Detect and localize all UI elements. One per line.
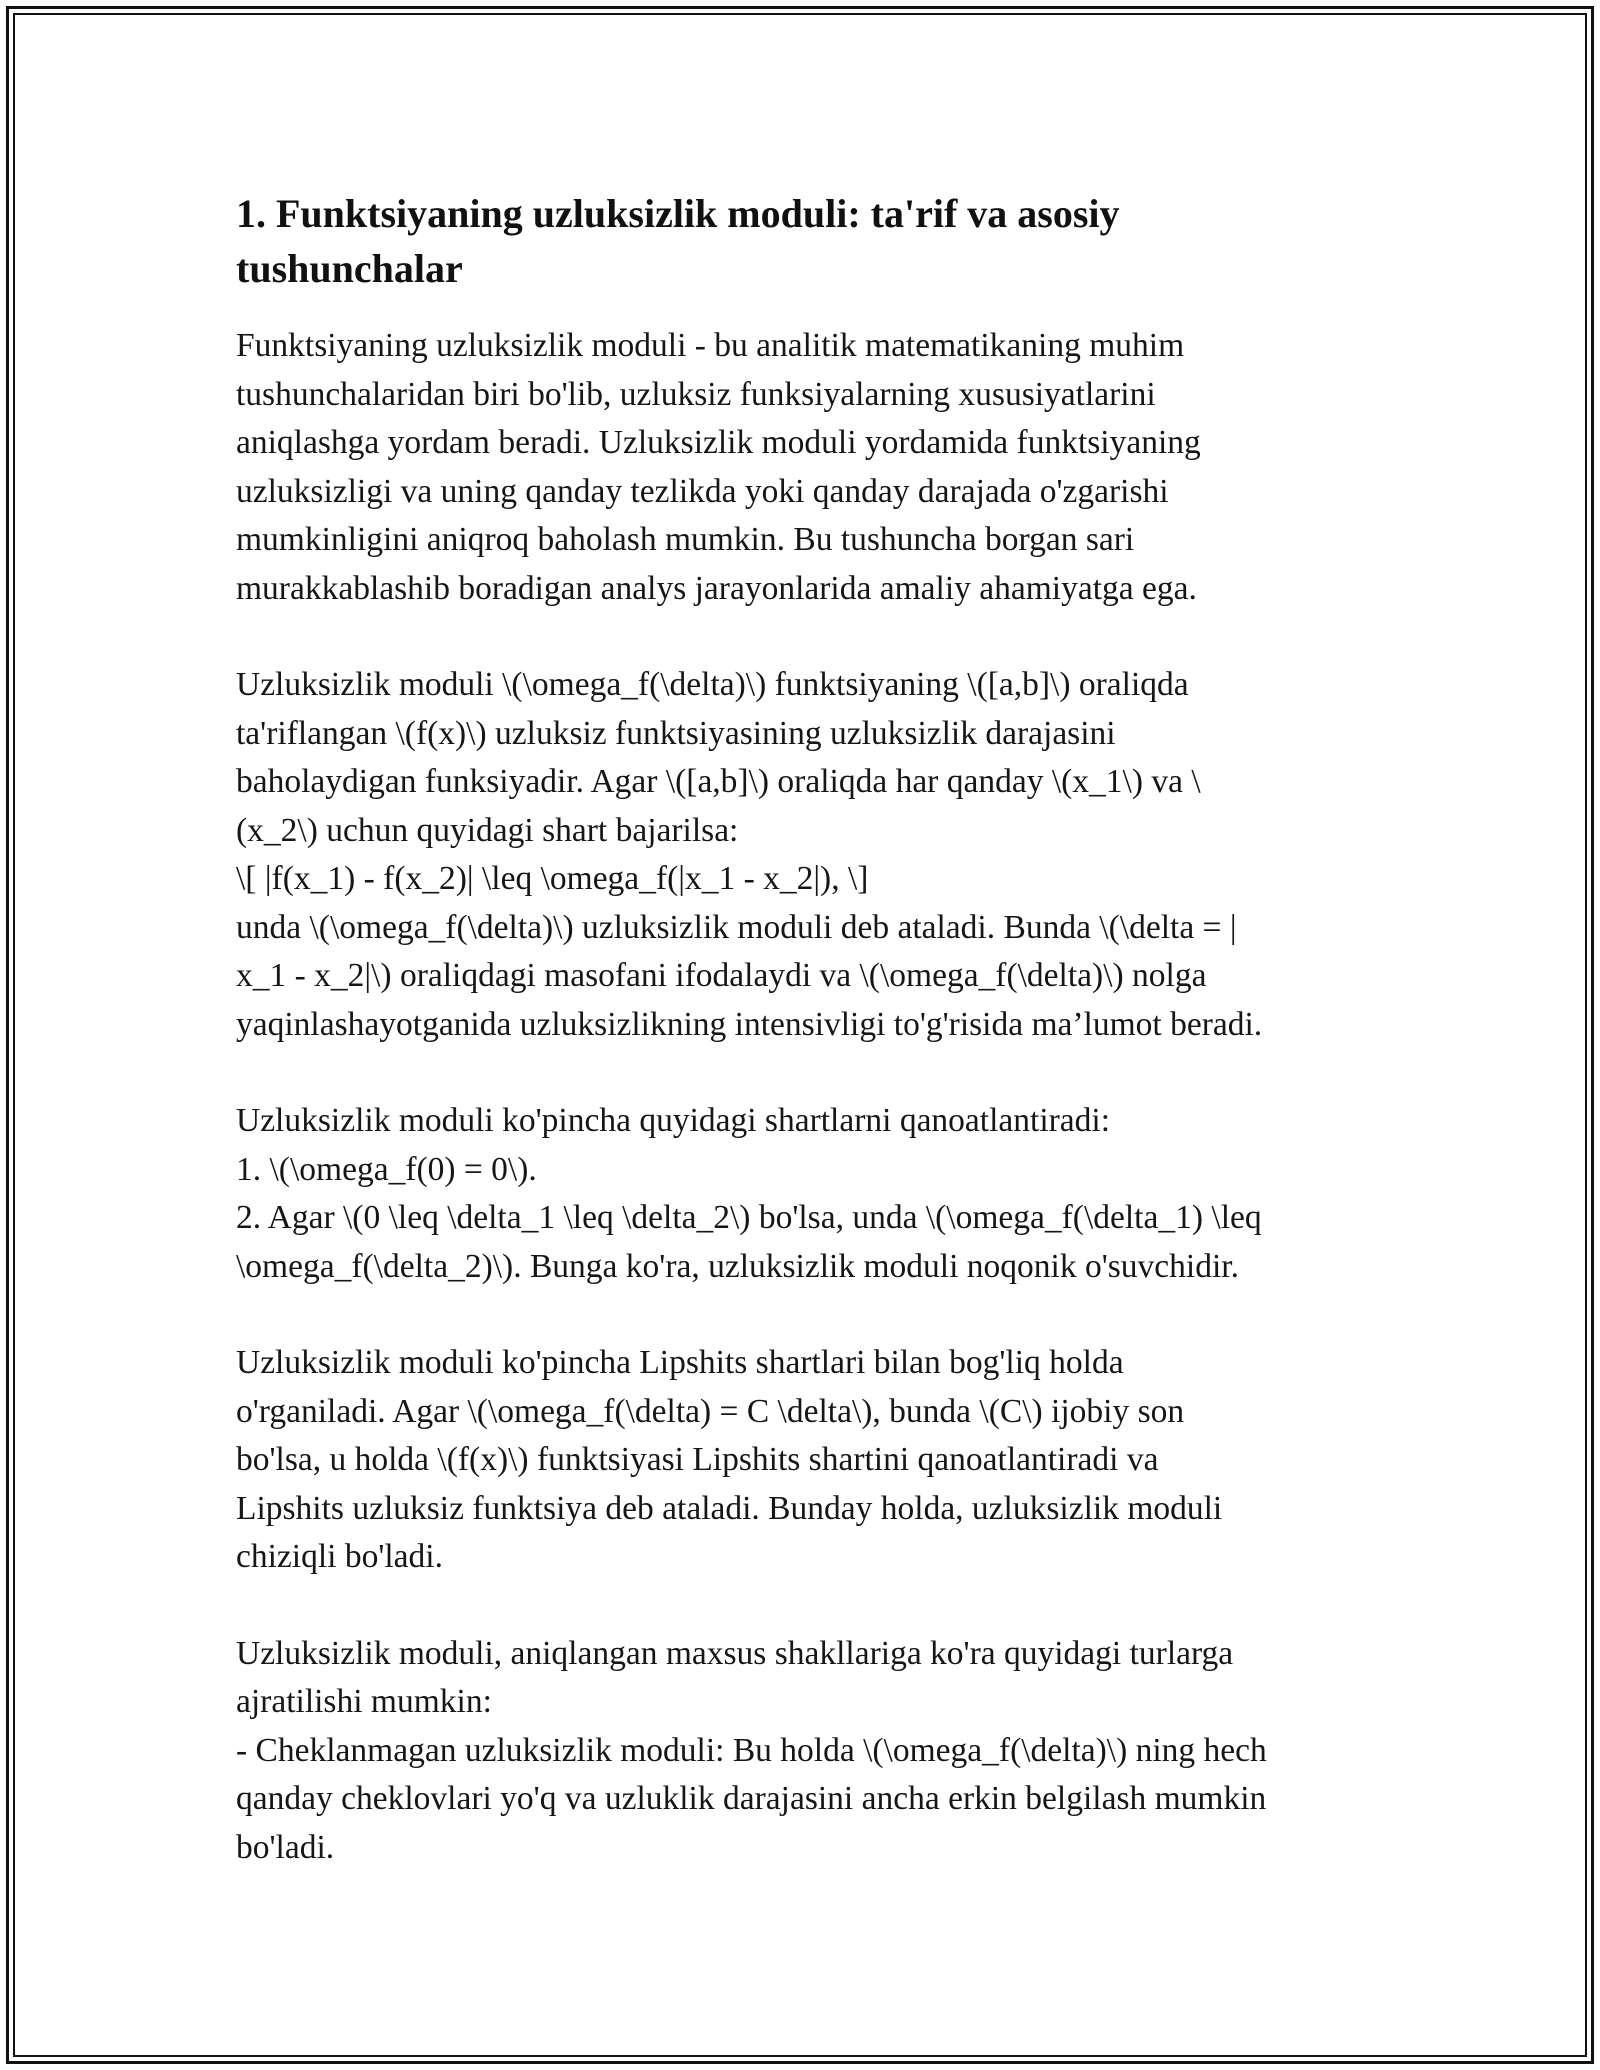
paragraph-lipschitz (236, 1339, 1366, 1582)
text-line: aniqlashga yordam beradi. Uzluksizlik moduli yordamida funktsiyaning (236, 424, 1201, 461)
list-item: - Cheklanmagan uzluksizlik moduli: Bu holda \(\omega_f(\delta)\) ning hech (236, 1731, 1267, 1769)
text-line: Lipshits uzluksiz funktsiya deb ataladi. Bunday holda, uzluksizlik moduli (236, 1489, 1223, 1527)
list-item: 2. Agar \(0 \leq \delta_1 \leq \delta_2\) bo'lsa, unda \(\omega_f(\delta_1) \leq (236, 1199, 1262, 1236)
text-line: Uzluksizlik moduli ko'pincha quyidagi shartlarni qanoatlantiradi: (236, 1102, 1111, 1139)
text-line: yaqinlashayotganida uzluksizlikning intensivligi to'g'risida ma’lumot beradi. (236, 1005, 1263, 1043)
section-heading (236, 186, 1366, 296)
text-line: ta'riflangan \(f(x)\) uzluksiz funktsiyasining uzluksizlik darajasini (236, 714, 1116, 752)
formula-line: \[ |f(x_1) - f(x_2)| \leq \omega_f(|x_1 - x_2|), \] (236, 860, 869, 897)
heading-line: 1. Funktsiyaning uzluksizlik moduli: ta'rif va asosiy (236, 191, 1120, 236)
text-line: o'rganiladi. Agar \(\omega_f(\delta) = C \delta\), bunda \(C\) ijobiy son (236, 1392, 1185, 1430)
text-line: tushunchalaridan biri bo'lib, uzluksiz funksiyalarning xususiyatlarini (236, 375, 1156, 413)
text-line: Uzluksizlik moduli, aniqlangan maxsus shakllariga ko'ra quyidagi turlarga (236, 1634, 1234, 1672)
text-line: baholaydigan funksiyadir. Agar \([a,b]\) oraliqda har qanday \(x_1\) va \ (236, 763, 1201, 800)
list-item: 1. \(\omega_f(0) = 0\). (236, 1150, 537, 1188)
text-line: bo'lsa, u holda \(f(x)\) funktsiyasi Lipshits shartini qanoatlantiradi va (236, 1441, 1159, 1478)
paragraph-intro (236, 322, 1366, 613)
text-line: unda \(\omega_f(\delta)\) uzluksizlik moduli deb ataladi. Bunda \(\delta = | (236, 908, 1237, 946)
text-line: mumkinligini aniqroq baholash mumkin. Bu tushuncha borgan sari (236, 521, 1135, 558)
text-line: Funktsiyaning uzluksizlik moduli - bu analitik matematikaning muhim (236, 327, 1185, 364)
text-line: \omega_f(\delta_2)\). Bunga ko'ra, uzluksizlik moduli noqonik o'suvchidir. (236, 1247, 1239, 1285)
document-page (236, 186, 1366, 1920)
text-line: (x_2\) uchun quyidagi shart bajarilsa: (236, 811, 739, 849)
paragraph-properties (236, 1097, 1366, 1291)
text-line: uzluksizligi va uning qanday tezlikda yoki qanday darajada o'zgarishi (236, 472, 1169, 510)
paragraph-types (236, 1630, 1366, 1873)
text-line: bo'ladi. (236, 1828, 335, 1866)
text-line: murakkablashib boradigan analys jarayonlarida amaliy ahamiyatga ega. (236, 569, 1197, 607)
paragraph-definition (236, 661, 1366, 1049)
text-line: Uzluksizlik moduli \(\omega_f(\delta)\) funktsiyaning \([a,b]\) oraliqda (236, 666, 1189, 703)
text-line: ajratilishi mumkin: (236, 1683, 492, 1720)
text-line: chiziqli bo'ladi. (236, 1538, 443, 1575)
heading-line: tushunchalar (236, 246, 463, 291)
text-line: qanday cheklovlari yo'q va uzluklik darajasini ancha erkin belgilash mumkin (236, 1780, 1267, 1817)
text-line: x_1 - x_2|\) oraliqdagi masofani ifodalaydi va \(\omega_f(\delta)\) nolga (236, 957, 1207, 994)
text-line: Uzluksizlik moduli ko'pincha Lipshits shartlari bilan bog'liq holda (236, 1344, 1124, 1381)
